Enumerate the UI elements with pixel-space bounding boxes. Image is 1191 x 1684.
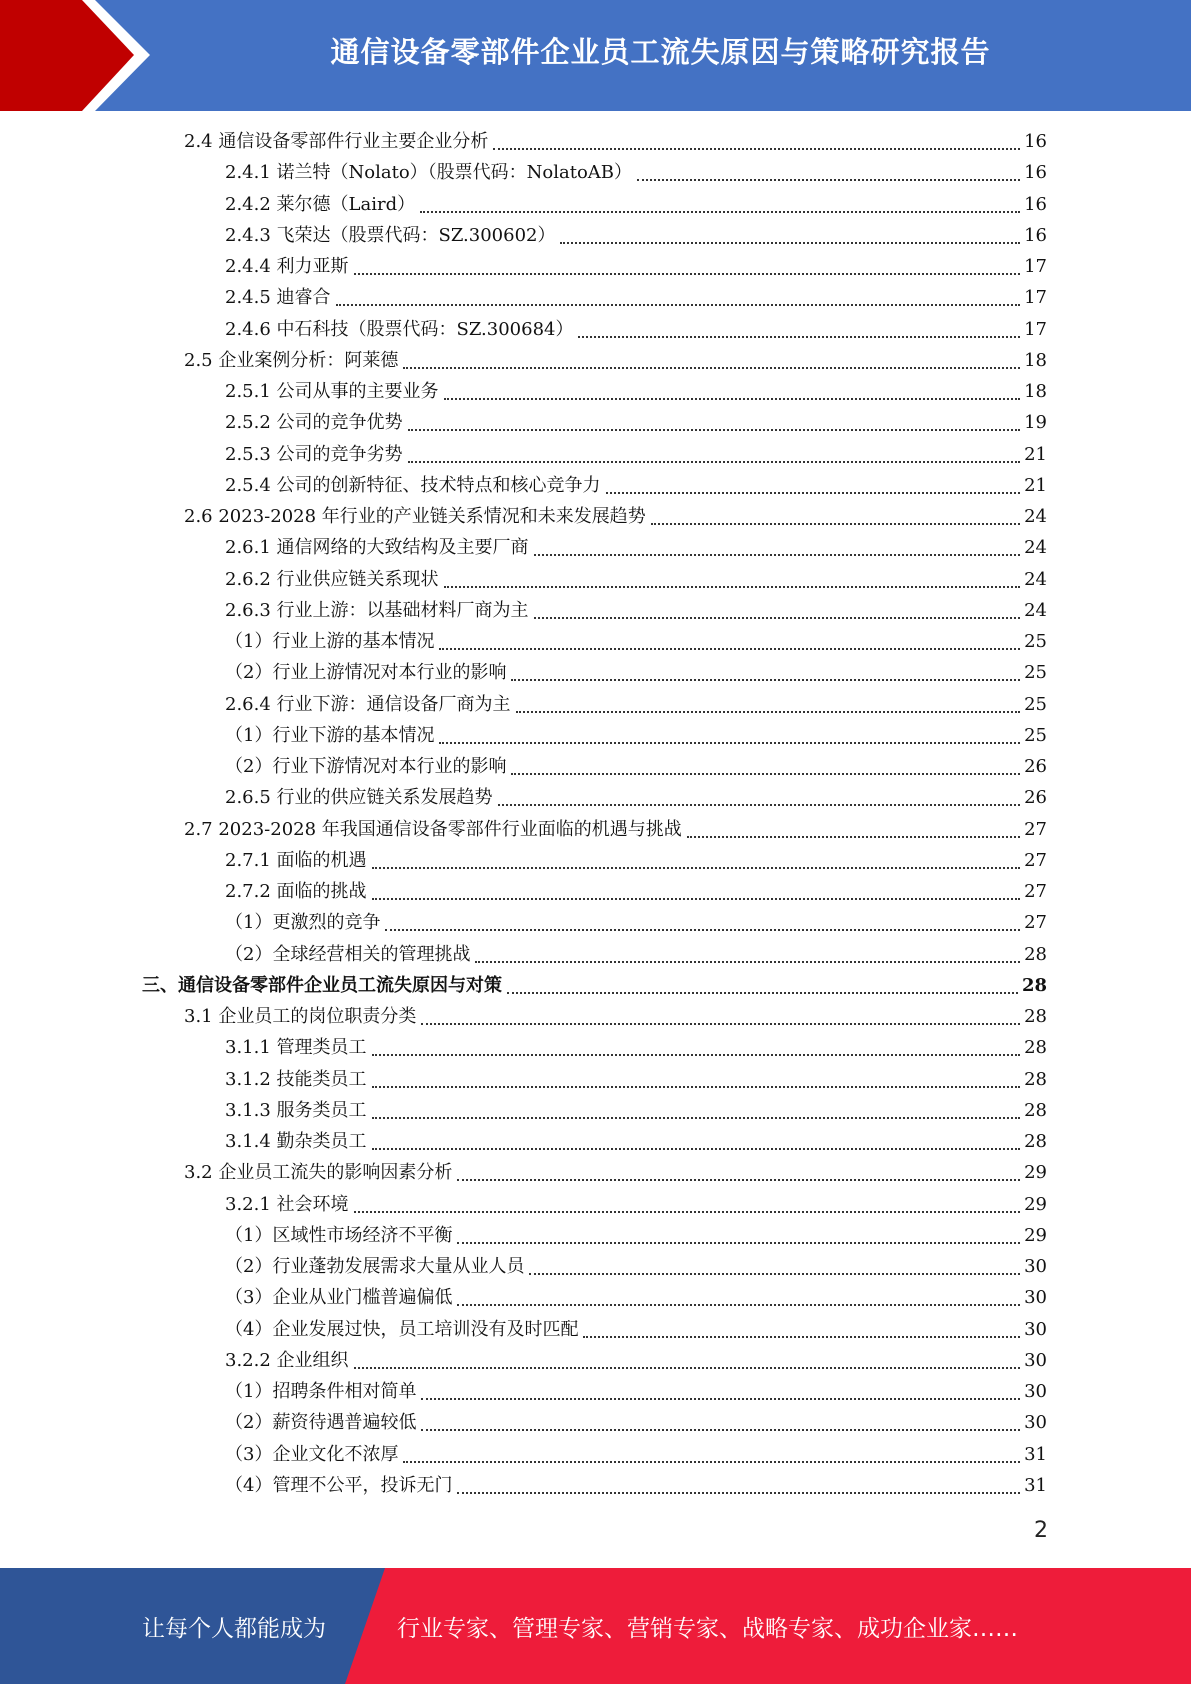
toc-entry-title: 2.7.2 面临的挑战 <box>225 881 367 902</box>
toc-entry-title: 2.5 企业案例分析：阿莱德 <box>184 349 399 371</box>
toc-leader-dots <box>444 585 1021 588</box>
toc-leader-dots <box>475 960 1020 963</box>
toc-entry[interactable] <box>225 564 1047 595</box>
toc-entry[interactable] <box>225 1314 1047 1345</box>
toc-entry-page: 25 <box>1024 631 1047 652</box>
toc-entry-title: （1）区域性市场经济不平衡 <box>225 1224 453 1246</box>
toc-entry[interactable] <box>225 907 1047 938</box>
toc-entry-title: 2.4.2 莱尔德（Laird） <box>225 193 416 215</box>
toc-leader-dots <box>444 397 1021 400</box>
footer-slogan-right: 行业专家、管理专家、营销专家、战略专家、成功企业家…… <box>397 1615 1018 1642</box>
toc-entry-page: 16 <box>1024 131 1047 152</box>
toc-leader-dots <box>560 241 1020 244</box>
toc-entry-page: 30 <box>1024 1256 1047 1277</box>
toc-entry-title: 3.2.2 企业组织 <box>225 1349 349 1371</box>
toc-entry[interactable] <box>225 251 1047 282</box>
toc-entry-page: 29 <box>1024 1193 1047 1215</box>
toc-leader-dots <box>651 522 1020 525</box>
toc-entry[interactable] <box>225 720 1047 751</box>
toc-entry[interactable] <box>225 376 1047 407</box>
toc-entry-page: 28 <box>1024 1131 1047 1152</box>
toc-entry-page: 28 <box>1024 1037 1047 1059</box>
toc-entry-page: 28 <box>1024 1006 1047 1027</box>
toc-entry-page: 18 <box>1024 349 1047 371</box>
toc-entry[interactable] <box>225 1470 1047 1501</box>
toc-entry[interactable] <box>225 1407 1047 1438</box>
toc-entry-page: 21 <box>1024 474 1047 496</box>
toc-entry-title: （2）行业上游情况对本行业的影响 <box>225 662 507 684</box>
toc-entry-title: （1）更激烈的竞争 <box>225 912 381 934</box>
toc-entry-title: 2.4 通信设备零部件行业主要企业分析 <box>184 131 489 152</box>
toc-entry-page: 25 <box>1024 693 1047 715</box>
toc-entry[interactable] <box>225 439 1047 470</box>
toc-leader-dots <box>457 1303 1020 1306</box>
toc-entry-page: 26 <box>1024 787 1047 809</box>
footer-slogan-left: 让每个人都能成为 <box>142 1615 326 1642</box>
toc-entry-title: 3.1.3 服务类员工 <box>225 1099 367 1121</box>
toc-entry[interactable] <box>225 1345 1047 1376</box>
toc-leader-dots <box>408 460 1021 463</box>
toc-entry-title: 2.5.3 公司的竞争劣势 <box>225 443 403 465</box>
toc-entry-page: 19 <box>1024 412 1047 434</box>
toc-entry[interactable] <box>225 782 1047 813</box>
toc-entry-page: 17 <box>1024 256 1047 277</box>
toc-entry[interactable] <box>225 1095 1047 1126</box>
toc-leader-dots <box>529 1272 1020 1275</box>
toc-entry-title: （1）招聘条件相对简单 <box>225 1381 417 1402</box>
toc-entry-title: 2.4.5 迪睿合 <box>225 287 331 309</box>
toc-leader-dots <box>421 1022 1020 1025</box>
toc-entry-page: 25 <box>1024 724 1047 746</box>
toc-entry-title: 2.5.2 公司的竞争优势 <box>225 412 403 434</box>
toc-entry[interactable] <box>225 595 1047 626</box>
toc-leader-dots <box>372 1053 1021 1056</box>
toc-entry-page: 30 <box>1024 1318 1047 1340</box>
toc-leader-dots <box>354 1366 1021 1369</box>
toc-entry-title: 2.6.1 通信网络的大致结构及主要厂商 <box>225 537 529 559</box>
toc-leader-dots <box>421 1428 1020 1431</box>
toc-entry-page: 27 <box>1024 881 1047 902</box>
toc-entry-title: （4）企业发展过快，员工培训没有及时匹配 <box>225 1318 579 1340</box>
toc-entry-page: 16 <box>1024 162 1047 184</box>
toc-entry-page: 30 <box>1024 1349 1047 1371</box>
toc-entry-title: （4）管理不公平，投诉无门 <box>225 1474 453 1496</box>
toc-entry[interactable] <box>225 876 1047 907</box>
toc-entry-title: 2.4.3 飞荣达（股票代码：SZ.300602） <box>225 224 556 246</box>
toc-leader-dots <box>457 1491 1020 1494</box>
toc-entry-title: 2.6 2023-2028 年行业的产业链关系情况和未来发展趋势 <box>184 506 646 527</box>
toc-entry-title: 2.7.1 面临的机遇 <box>225 849 367 871</box>
toc-entry-page: 24 <box>1024 537 1047 559</box>
toc-entry[interactable] <box>225 1064 1047 1095</box>
toc-entry-title: 3.1.1 管理类员工 <box>225 1037 367 1059</box>
toc-entry[interactable] <box>225 532 1047 563</box>
toc-leader-dots <box>637 178 1020 181</box>
toc-leader-dots <box>403 366 1020 369</box>
toc-entry-title: 3.1.2 技能类员工 <box>225 1068 367 1090</box>
toc-entry[interactable] <box>225 1032 1047 1063</box>
toc-entry-page: 16 <box>1024 193 1047 215</box>
toc-entry[interactable] <box>225 1126 1047 1157</box>
toc-entry-title: （3）企业文化不浓厚 <box>225 1443 399 1465</box>
toc-leader-dots <box>511 772 1020 775</box>
toc-entry-page: 18 <box>1024 381 1047 402</box>
toc-leader-dots <box>507 991 1018 994</box>
toc-entry-page: 27 <box>1024 849 1047 871</box>
toc-entry-title: 3.1.4 勤杂类员工 <box>225 1131 367 1152</box>
toc-leader-dots <box>511 678 1020 681</box>
toc-entry-title: （2）薪资待遇普遍较低 <box>225 1412 417 1434</box>
toc-leader-dots <box>420 210 1020 213</box>
toc-entry[interactable] <box>184 126 1047 157</box>
toc-entry-title: （2）行业下游情况对本行业的影响 <box>225 756 507 777</box>
toc-entry[interactable] <box>225 282 1047 313</box>
toc-leader-dots <box>457 1241 1020 1244</box>
toc-entry-page: 28 <box>1021 974 1047 996</box>
toc-leader-dots <box>336 303 1021 306</box>
toc-entry-page: 28 <box>1024 1068 1047 1090</box>
toc-leader-dots <box>583 1335 1020 1338</box>
toc-entry-page: 26 <box>1024 756 1047 777</box>
toc-entry[interactable] <box>184 1157 1047 1188</box>
toc-leader-dots <box>534 616 1021 619</box>
toc-entry-title: （2）全球经营相关的管理挑战 <box>225 943 471 965</box>
toc-leader-dots <box>534 553 1021 556</box>
page-header <box>0 0 1191 111</box>
toc-entry-title: 2.4.4 利力亚斯 <box>225 256 349 277</box>
toc-leader-dots <box>354 1210 1021 1213</box>
toc-entry[interactable] <box>225 1439 1047 1470</box>
toc-entry[interactable] <box>225 407 1047 438</box>
toc-entry[interactable] <box>225 1282 1047 1313</box>
toc-leader-dots <box>372 897 1021 900</box>
toc-entry-page: 17 <box>1024 287 1047 309</box>
toc-entry-title: 2.4.6 中石科技（股票代码：SZ.300684） <box>225 318 574 340</box>
toc-leader-dots <box>439 647 1020 650</box>
toc-entry-page: 27 <box>1024 912 1047 934</box>
toc-entry[interactable] <box>225 1220 1047 1251</box>
toc-entry-title: （2）行业蓬勃发展需求大量从业人员 <box>225 1256 525 1277</box>
toc-leader-dots <box>403 1460 1020 1463</box>
toc-entry-page: 30 <box>1024 1287 1047 1309</box>
toc-entry[interactable] <box>184 1001 1047 1032</box>
toc-leader-dots <box>439 741 1020 744</box>
toc-entry-page: 29 <box>1024 1224 1047 1246</box>
toc-entry-title: （1）行业下游的基本情况 <box>225 724 435 746</box>
toc-leader-dots <box>687 835 1020 838</box>
toc-entry[interactable] <box>225 220 1047 251</box>
toc-leader-dots <box>372 1085 1021 1088</box>
toc-entry[interactable] <box>225 1376 1047 1407</box>
toc-entry-page: 29 <box>1024 1162 1047 1184</box>
toc-entry-title: 3.2.1 社会环境 <box>225 1193 349 1215</box>
page-number: 2 <box>1034 1518 1048 1543</box>
toc-entry-title: 2.4.1 诺兰特（Nolato）（股票代码：NolatoAB） <box>225 162 633 184</box>
toc-entry[interactable] <box>225 689 1047 720</box>
toc-entry-title: 三、通信设备零部件企业员工流失原因与对策 <box>142 974 502 996</box>
toc-entry-title: （1）行业上游的基本情况 <box>225 631 435 652</box>
toc-entry-page: 24 <box>1024 568 1047 590</box>
header-title: 通信设备零部件企业员工流失原因与策略研究报告 <box>330 34 991 69</box>
toc-entry[interactable] <box>225 626 1047 657</box>
toc-entry-page: 28 <box>1024 943 1047 965</box>
toc-entry-title: 2.6.2 行业供应链关系现状 <box>225 568 439 590</box>
toc-leader-dots <box>606 491 1021 494</box>
toc-entry-title: 2.6.3 行业上游：以基础材料厂商为主 <box>225 599 529 621</box>
toc-leader-dots <box>354 272 1021 275</box>
toc-entry[interactable] <box>225 1251 1047 1282</box>
toc-entry-page: 17 <box>1024 318 1047 340</box>
toc-entry-title: 2.6.5 行业的供应链关系发展趋势 <box>225 787 493 809</box>
toc-leader-dots <box>408 428 1021 431</box>
toc-entry-title: 3.1 企业员工的岗位职责分类 <box>184 1006 417 1027</box>
toc-entry[interactable] <box>225 939 1047 970</box>
toc-leader-dots <box>493 147 1020 150</box>
toc-leader-dots <box>385 928 1020 931</box>
toc-entry-page: 27 <box>1024 818 1047 840</box>
toc-leader-dots <box>457 1178 1020 1181</box>
toc-entry-page: 24 <box>1024 506 1047 527</box>
toc-entry-title: （3）企业从业门槛普遍偏低 <box>225 1287 453 1309</box>
page-footer <box>0 1568 1191 1684</box>
toc-entry[interactable] <box>225 189 1047 220</box>
toc-entry[interactable] <box>184 345 1047 376</box>
toc-leader-dots <box>372 1116 1021 1119</box>
toc-entry-page: 30 <box>1024 1381 1047 1402</box>
toc-leader-dots <box>372 866 1021 869</box>
toc-leader-dots <box>516 710 1021 713</box>
toc-entry[interactable] <box>225 157 1047 188</box>
toc-entry-title: 2.5.1 公司从事的主要业务 <box>225 381 439 402</box>
toc-entry[interactable] <box>225 845 1047 876</box>
toc-entry[interactable] <box>225 751 1047 782</box>
toc-entry-page: 31 <box>1024 1474 1047 1496</box>
toc-entry[interactable] <box>225 314 1047 345</box>
toc-leader-dots <box>372 1147 1021 1150</box>
toc-entry-page: 21 <box>1024 443 1047 465</box>
toc-entry-page: 25 <box>1024 662 1047 684</box>
toc-entry-page: 24 <box>1024 599 1047 621</box>
toc-entry-page: 30 <box>1024 1412 1047 1434</box>
toc-entry[interactable] <box>225 1189 1047 1220</box>
toc-entry[interactable] <box>225 657 1047 688</box>
toc-entry-page: 16 <box>1024 224 1047 246</box>
toc-entry-page: 28 <box>1024 1099 1047 1121</box>
toc-entry-title: 2.6.4 行业下游：通信设备厂商为主 <box>225 693 511 715</box>
toc-entry-page: 31 <box>1024 1443 1047 1465</box>
toc-entry-title: 2.7 2023-2028 年我国通信设备零部件行业面临的机遇与挑战 <box>184 818 682 840</box>
toc-entry[interactable] <box>225 470 1047 501</box>
toc-leader-dots <box>498 803 1021 806</box>
toc-entry[interactable] <box>184 814 1047 845</box>
toc-leader-dots <box>421 1397 1020 1400</box>
toc-leader-dots <box>578 335 1020 338</box>
toc-entry[interactable] <box>184 501 1047 532</box>
toc-entry-title: 2.5.4 公司的创新特征、技术特点和核心竞争力 <box>225 474 601 496</box>
toc-entry[interactable] <box>142 970 1047 1001</box>
toc-entry-title: 3.2 企业员工流失的影响因素分析 <box>184 1162 453 1184</box>
